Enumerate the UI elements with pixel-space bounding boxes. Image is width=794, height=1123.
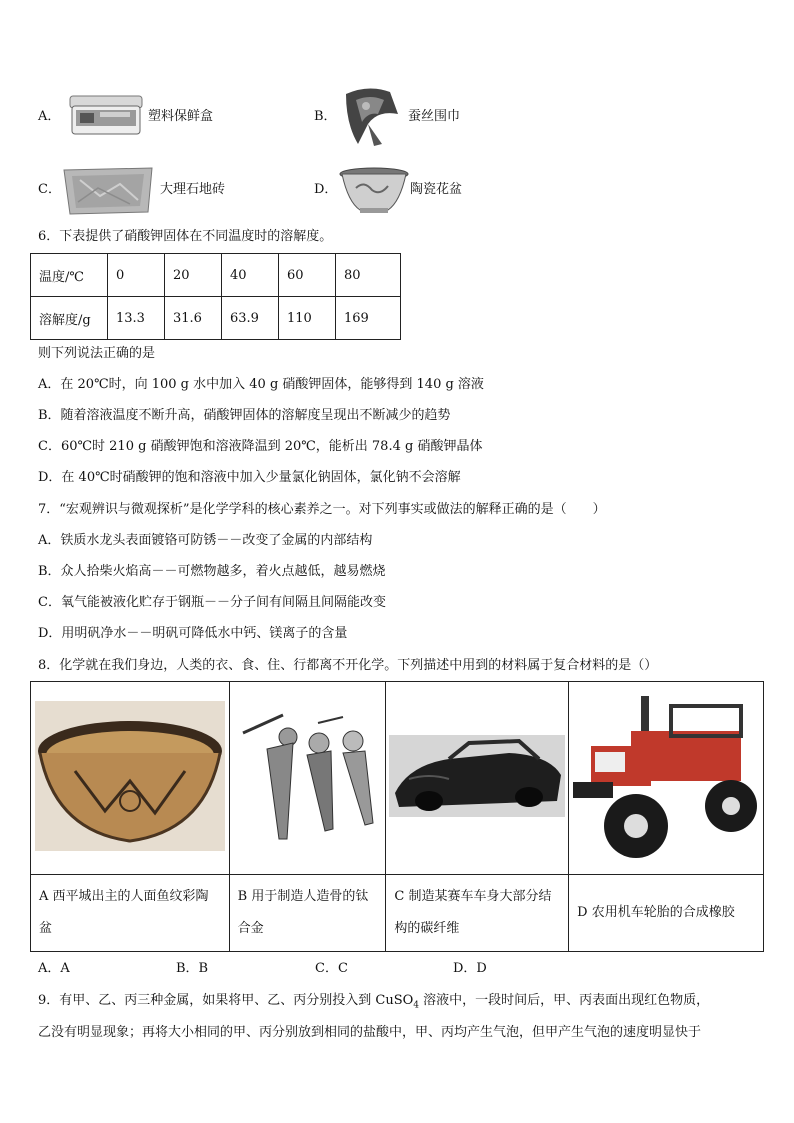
q8-answer-b: B．B <box>176 961 209 976</box>
caption-b <box>229 875 386 952</box>
q6-stem: 6．下表提供了硝酸钾固体在不同温度时的溶解度。 <box>38 229 333 244</box>
caption-b-line-2: 合金 <box>237 921 264 936</box>
table-cell: 40 <box>222 254 279 297</box>
q6-option-c: C．60℃时 210 g 硝酸钾饱和溶液降温到 20℃，能析出 78.4 g 硝酸钾晶体 <box>38 439 483 454</box>
caption-a <box>31 875 230 952</box>
marble-tile-image <box>60 166 156 216</box>
q7-option-d: D．用明矾净水－－明矾可降低水中钙、镁离子的含量 <box>38 626 348 641</box>
table-row <box>31 297 401 340</box>
q8-stem: 8．化学就在我们身边，人类的衣、食、住、行都离不开化学。下列描述中用到的材料属于复合材料的是（） <box>38 658 658 673</box>
q5-option-d-text: 陶瓷花盆 <box>410 182 463 197</box>
q6-option-d: D．在 40℃时硝酸钾的饱和溶液中加入少量氯化钠固体，氯化钠不会溶解 <box>38 470 461 485</box>
q7-option-b: B．众人拾柴火焰高－－可燃物越多，着火点越低，越易燃烧 <box>38 564 386 579</box>
q9-line-1 <box>38 993 709 1014</box>
painted-pottery-bowl-image <box>31 682 230 875</box>
q9-subscript: 4 <box>413 1000 420 1011</box>
table-cell: 溶解度/g <box>31 297 108 340</box>
titanium-implants-image <box>229 682 386 875</box>
materials-table <box>30 681 764 952</box>
silk-scarf-image <box>338 84 406 148</box>
q5-option-c-letter: C． <box>38 182 61 197</box>
caption-d-line-1: D 农用机车轮胎的合成橡胶 <box>577 905 735 920</box>
caption-a-line-2: 盆 <box>39 921 53 936</box>
q5-option-c-text: 大理石地砖 <box>160 182 226 197</box>
table-cell: 169 <box>336 297 401 340</box>
table-row <box>31 682 764 875</box>
q7-option-c: C．氧气能被液化贮存于钢瓶－－分子间有间隔且间隔能改变 <box>38 595 386 610</box>
table-row <box>31 254 401 297</box>
q5-option-a-letter: A． <box>38 109 61 124</box>
q6-followup: 则下列说法正确的是 <box>38 346 156 361</box>
q5-option-b-letter: B． <box>314 109 337 124</box>
ceramic-pot-image <box>338 166 410 214</box>
q9-line-2: 乙没有明显现象；再将大小相同的甲、丙分别放到相同的盐酸中，甲、丙均产生气泡，但甲产生气泡的速度明显快于 <box>38 1025 702 1040</box>
q6-option-a: A．在 20℃时，向 100 g 水中加入 40 g 硝酸钾固体，能够得到 140 g 溶液 <box>38 377 484 392</box>
plastic-box-image <box>66 92 146 138</box>
q7-option-a: A．铁质水龙头表面镀铬可防锈－－改变了金属的内部结构 <box>38 533 373 548</box>
solubility-table <box>30 253 401 340</box>
caption-c-line-2: 构的碳纤维 <box>394 921 460 936</box>
table-cell: 110 <box>279 297 336 340</box>
caption-b-line-1: B 用于制造人造骨的钛 <box>237 889 369 904</box>
caption-d <box>569 875 764 952</box>
table-cell: 13.3 <box>108 297 165 340</box>
q9-line-1-b: 溶液中，一段时间后，甲、丙表面出现红色物质， <box>419 993 710 1008</box>
q9-line-1-a: 9．有甲、乙、丙三种金属，如果将甲、乙、丙分别投入到 CuSO <box>38 993 414 1008</box>
q8-answer-c: C．C <box>315 961 348 976</box>
q5-option-b-text: 蚕丝围巾 <box>408 109 461 124</box>
table-cell: 0 <box>108 254 165 297</box>
table-cell: 60 <box>279 254 336 297</box>
table-cell: 20 <box>165 254 222 297</box>
q8-answer-d: D．D <box>453 961 487 976</box>
caption-c-line-1: C 制造某赛车车身大部分结 <box>394 889 552 904</box>
caption-c <box>386 875 569 952</box>
q5-option-a-text: 塑料保鲜盒 <box>148 109 214 124</box>
table-cell: 63.9 <box>222 297 279 340</box>
q8-answer-a: A．A <box>38 961 70 976</box>
table-cell: 温度/℃ <box>31 254 108 297</box>
tractor-image <box>569 682 764 875</box>
carbon-fiber-car-body-image <box>386 682 569 875</box>
q7-stem: 7．“宏观辨识与微观探析”是化学学科的核心素养之一。对下列事实或做法的解释正确的是（ ） <box>38 502 606 517</box>
table-cell: 80 <box>336 254 401 297</box>
table-cell: 31.6 <box>165 297 222 340</box>
table-row <box>31 875 764 952</box>
caption-a-line-1: A 西平城出主的人面鱼纹彩陶 <box>39 889 209 904</box>
q5-option-d-letter: D． <box>314 182 338 197</box>
q6-option-b: B．随着溶液温度不断升高，硝酸钾固体的溶解度呈现出不断减少的趋势 <box>38 408 451 423</box>
